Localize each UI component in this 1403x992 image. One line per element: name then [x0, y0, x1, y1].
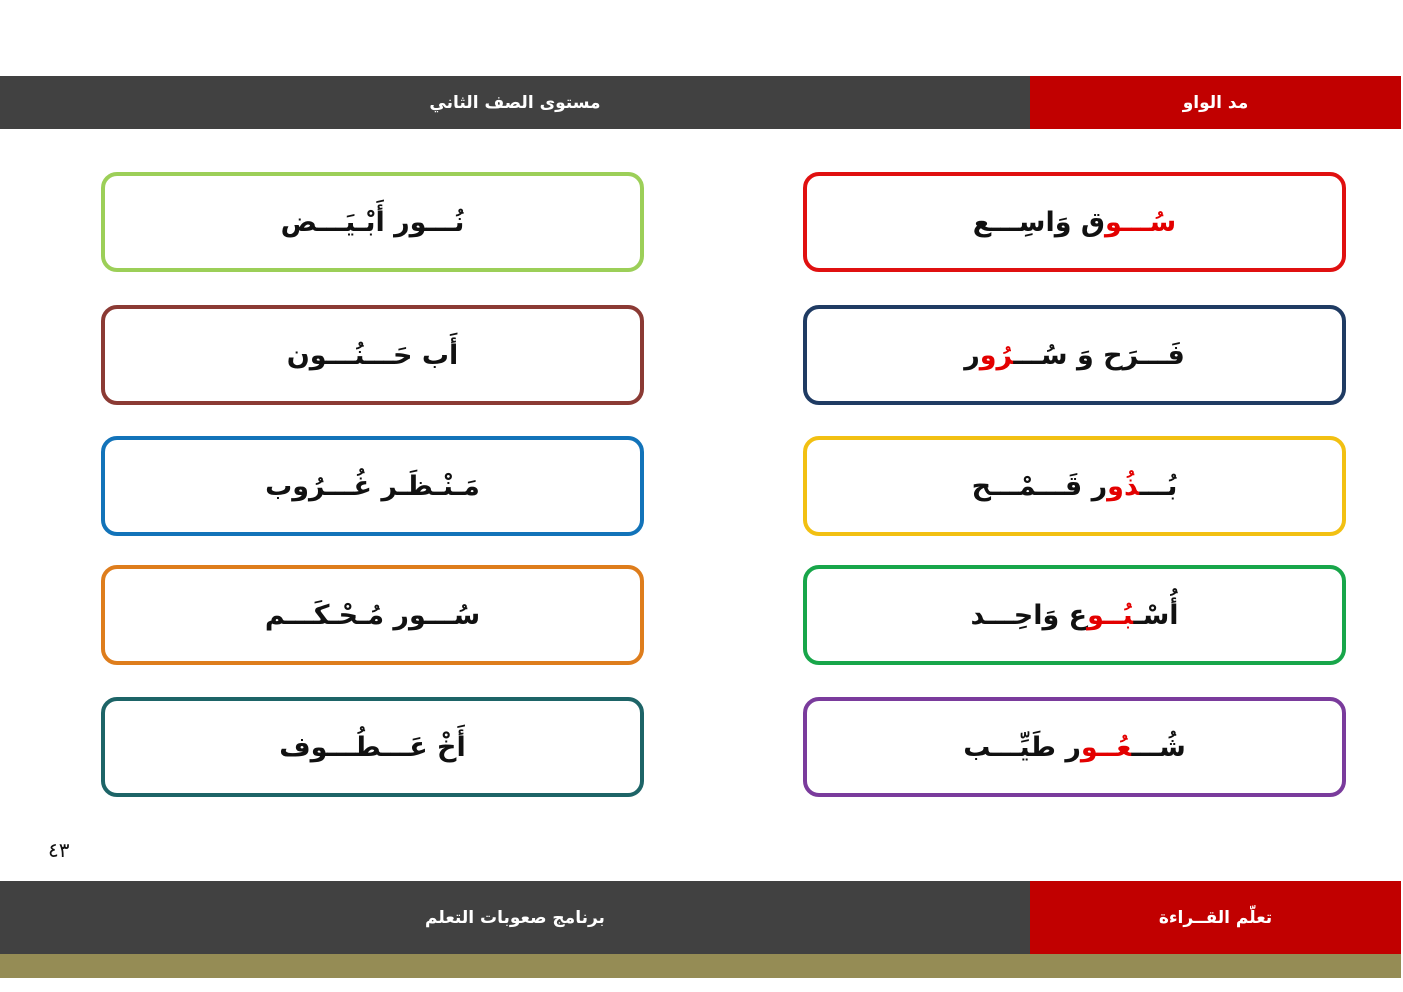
word-card-left-3	[101, 436, 644, 536]
word-pre: أُسْـ	[1133, 599, 1179, 631]
word-card-right-2	[803, 305, 1346, 405]
word-card-right-1	[803, 172, 1346, 272]
page-number: ٤٣	[48, 838, 70, 862]
word-phrase	[963, 732, 1186, 763]
word-phrase	[973, 207, 1176, 238]
word-card-left-1	[101, 172, 644, 272]
word-phrase	[972, 471, 1178, 502]
word-phrase: أَخْ عَـــطُـــوف	[279, 731, 466, 763]
top-header-bar	[0, 76, 1401, 129]
word-pre: فَـــرَح وَ سُـــ	[1013, 339, 1185, 371]
word-phrase: أَب حَـــنُـــون	[286, 339, 459, 371]
level-banner	[0, 76, 1030, 129]
word-card-left-5	[101, 697, 644, 797]
word-card-left-4	[101, 565, 644, 665]
lesson-banner	[1030, 76, 1401, 129]
word-phrase: سُـــور مُـحْـكَـــم	[264, 599, 481, 631]
word-rest: ر قَـــمْـــح	[971, 470, 1108, 502]
word-card-right-3	[803, 436, 1346, 536]
word-highlight: سُـــو	[1105, 206, 1177, 238]
footer-strip	[0, 954, 1401, 978]
level-title: مستوى الصف الثاني	[429, 92, 601, 113]
word-phrase: نُـــور أَبْـيَـــض	[280, 206, 465, 238]
word-highlight: ذُو	[1107, 470, 1140, 502]
word-phrase	[970, 600, 1178, 631]
word-pre: شُـــ	[1131, 731, 1186, 763]
word-phrase: مَـنْـظَـر غُـــرُوب	[265, 470, 480, 502]
word-rest: ع وَاحِـــد	[970, 599, 1088, 631]
word-rest: ر	[964, 339, 980, 371]
word-highlight: رُو	[979, 339, 1014, 371]
word-highlight: بُــو	[1087, 599, 1134, 631]
footer-bar	[0, 881, 1401, 954]
word-pre: بُـــ	[1139, 470, 1178, 502]
word-card-right-4	[803, 565, 1346, 665]
book-title: تعلّم القــراءة	[1158, 907, 1273, 928]
book-title-banner	[1030, 881, 1401, 954]
word-highlight: عُــو	[1080, 731, 1132, 763]
word-rest: ق وَاسِـــع	[972, 206, 1106, 238]
word-phrase	[964, 340, 1185, 371]
lesson-title: مد الواو	[1182, 92, 1249, 113]
word-card-left-2	[101, 305, 644, 405]
word-card-right-5	[803, 697, 1346, 797]
word-rest: ر طَيِّـــب	[963, 731, 1081, 763]
program-banner	[0, 881, 1030, 954]
program-title: برنامج صعوبات التعلم	[425, 907, 605, 928]
